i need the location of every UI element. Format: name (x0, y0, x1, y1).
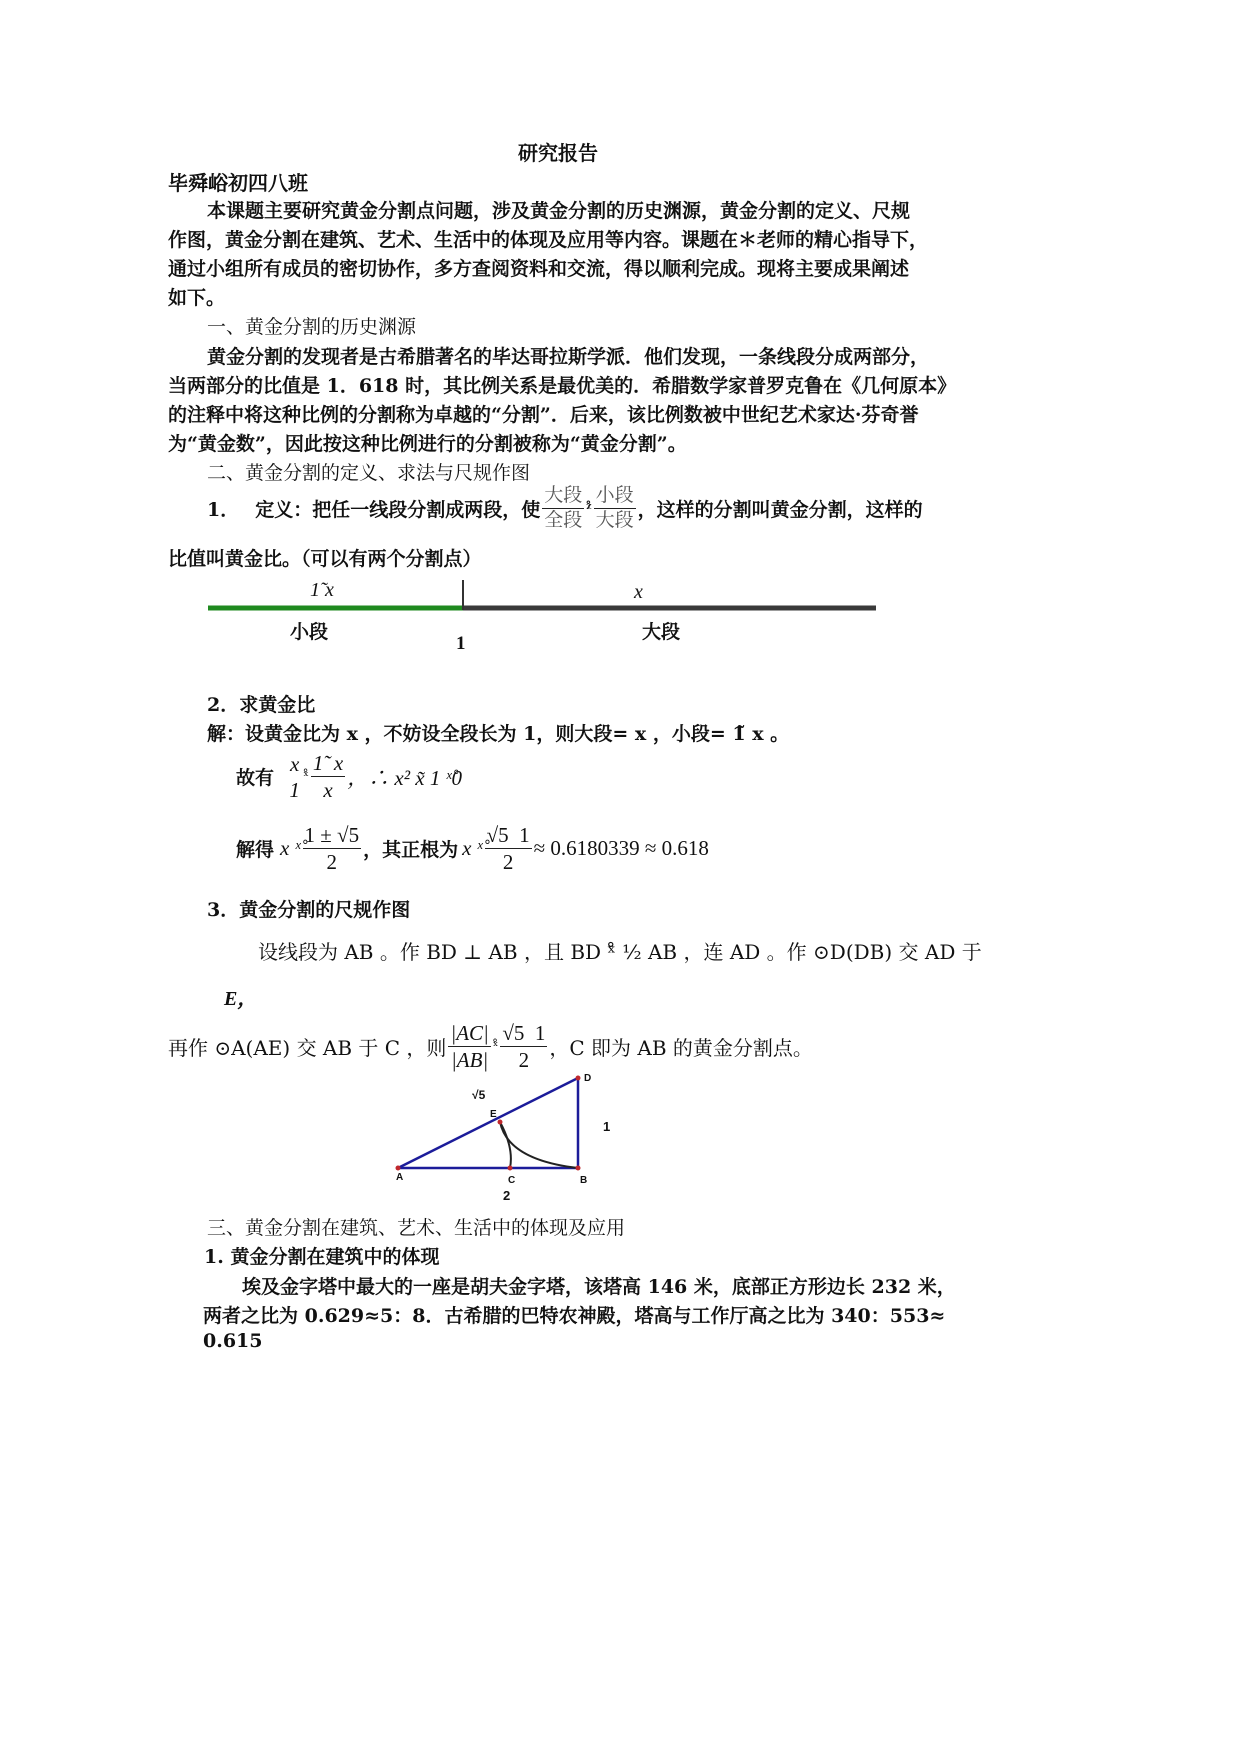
label-D: D (584, 1073, 592, 1084)
segment-AD (398, 1078, 578, 1168)
fraction-x-over-1: x 1 (289, 751, 300, 802)
construction-line-3: 再作 ⊙A(AE) 交 AB 于 C ，则 $\frac{|AC|}{|AB|}$ ˣ̊ $\frac{√5 1}{2}$ ，C 即为 AB 的黄金分割点。 (168, 1021, 813, 1073)
paragraph-line: 为“黄金数”，因此按这种比例进行的分割被称为“黄金分割”。 (168, 433, 687, 455)
relation-symbol: ᵡ̊ (586, 500, 592, 516)
paragraph-line: 黄金分割的发现者是古希腊著名的毕达哥拉斯学派．他们发现，一条线段分成两部分， (207, 346, 930, 368)
construction-pre: 再作 ⊙A(AE) 交 AB 于 C ，则 (168, 1036, 447, 1061)
construction-line: 设线段为 AB 。作 BD ⊥ AB ，且 BD ˣ̊ ½ AB ，连 AD 。作 ⊙D(DB) 交 AD 于 (258, 940, 982, 964)
segment-left-label: 小段 (290, 621, 329, 643)
construction-E: E， (224, 988, 258, 1010)
equation-rest: ，∴ x² x̃ 1 ˣ̊0 (347, 765, 463, 790)
page-title: 研究报告 (518, 141, 598, 165)
label-one: 1 (603, 1119, 611, 1134)
equation-prefix: 故有 (236, 767, 275, 790)
solution-roots-line: 解得 x ˣ̊ $\frac{1 \pm √5}{2}$ ，其正根为 x ˣ̊ $\frac{√5 1}{2}$ ≈ 0.6180339 ≈ 0.618 (236, 823, 709, 875)
fraction-roots: $\frac{1 \pm √5}{2}$ (304, 823, 360, 875)
definition-line-2: 比值叫黄金比。（可以有两个分割点） (168, 548, 482, 570)
point-C (508, 1166, 513, 1171)
label-A: A (396, 1172, 404, 1183)
section-heading: 二、黄金分割的定义、求法与尺规作图 (207, 462, 531, 484)
equation-line: 故有 x 1 ˣ̊ $\frac{1̃ x}{x}$ ，∴ x² x̃ 1 ˣ̊0 (236, 751, 463, 803)
label-C: C (508, 1175, 516, 1186)
paragraph-line: 埃及金字塔中最大的一座是胡夫金字塔，该塔高 146 米，底部正方形边长 232 米， (242, 1276, 956, 1298)
segment-left-expr: 1̃ x (310, 579, 334, 601)
point-B (576, 1166, 581, 1171)
label-E: E (490, 1109, 497, 1120)
fraction-1-minus-x-over-x: $\frac{1̃ x}{x}$ (312, 751, 344, 803)
intro-line: 本课题主要研究黄金分割点问题，涉及黄金分割的历史渊源，黄金分割的定义、尺规 (207, 200, 911, 222)
label-B: B (580, 1175, 588, 1186)
label-sqrt5: √5 (472, 1088, 486, 1102)
subheading: 3．黄金分割的尺规作图 (207, 899, 411, 921)
point-D (576, 1076, 581, 1081)
segment-total: 1 (456, 633, 466, 654)
definition-number: 1． (207, 498, 240, 521)
construction-post: ，C 即为 AB 的黄金分割点。 (549, 1036, 813, 1061)
subheading: 2．求黄金比 (207, 694, 316, 716)
paragraph-line: 0.615 (203, 1330, 263, 1352)
fraction-ac-over-ab: $\frac{|AC|}{|AB|}$ (450, 1021, 489, 1073)
paragraph-line: 的注释中将这种比例的分割称为卓越的“分割”．后来，该比例数被中世纪艺术家达·芬奇誉 (168, 404, 919, 426)
roots-prefix: 解得 (236, 839, 275, 862)
definition-text-cont: ，这样的分割叫黄金分割，这样的 (637, 498, 923, 521)
segment-right-label: 大段 (642, 621, 681, 643)
fraction-big-over-whole: $\frac{\text{大段}}{\text{全段}}$ (544, 484, 583, 531)
definition-text: 定义：把任一线段分割成两段，使 (255, 498, 541, 521)
solution-line: 解：设黄金比为 x ，不妨设全段长为 1，则大段= x ，小段= 1̃ x 。 (207, 723, 790, 745)
fraction-golden: $\frac{√5 1}{2}$ (502, 1021, 546, 1073)
definition-line (207, 484, 923, 533)
paragraph-line: 两者之比为 0.629≈5：8．古希腊的巴特农神殿，塔高与工作厅高之比为 340：553≈ (203, 1305, 946, 1327)
segment-right-expr: x (634, 581, 643, 603)
roots-mid: ，其正根为 (363, 839, 459, 862)
point-A (396, 1166, 401, 1171)
label-two: 2 (503, 1188, 511, 1203)
intro-line: 作图，黄金分割在建筑、艺术、生活中的体现及应用等内容。课题在＊老师的精心指导下， (168, 229, 929, 251)
intro-line: 通过小组所有成员的密切协作，多方查阅资料和交流，得以顺利完成。现将主要成果阐述 (168, 258, 910, 280)
paragraph-line: 当两部分的比值是 1．618 时，其比例关系是最优美的．希腊数学家普罗克鲁在《几何原本》 (168, 375, 957, 397)
roots-approx: ≈ 0.6180339 ≈ 0.618 (533, 836, 709, 861)
point-E (498, 1120, 503, 1125)
subheading: 1. 黄金分割在建筑中的体现 (204, 1246, 440, 1268)
author: 毕舜峪初四八班 (168, 171, 308, 195)
construction-figure (390, 1068, 640, 1208)
section-heading: 一、黄金分割的历史渊源 (207, 316, 417, 338)
fraction-positive-root: $\frac{√5 1}{2}$ (486, 823, 530, 875)
intro-line: 如下。 (168, 287, 226, 309)
fraction-small-over-big: $\frac{\text{小段}}{\text{大段}}$ (595, 484, 634, 531)
section-heading: 三、黄金分割在建筑、艺术、生活中的体现及应用 (207, 1217, 626, 1239)
